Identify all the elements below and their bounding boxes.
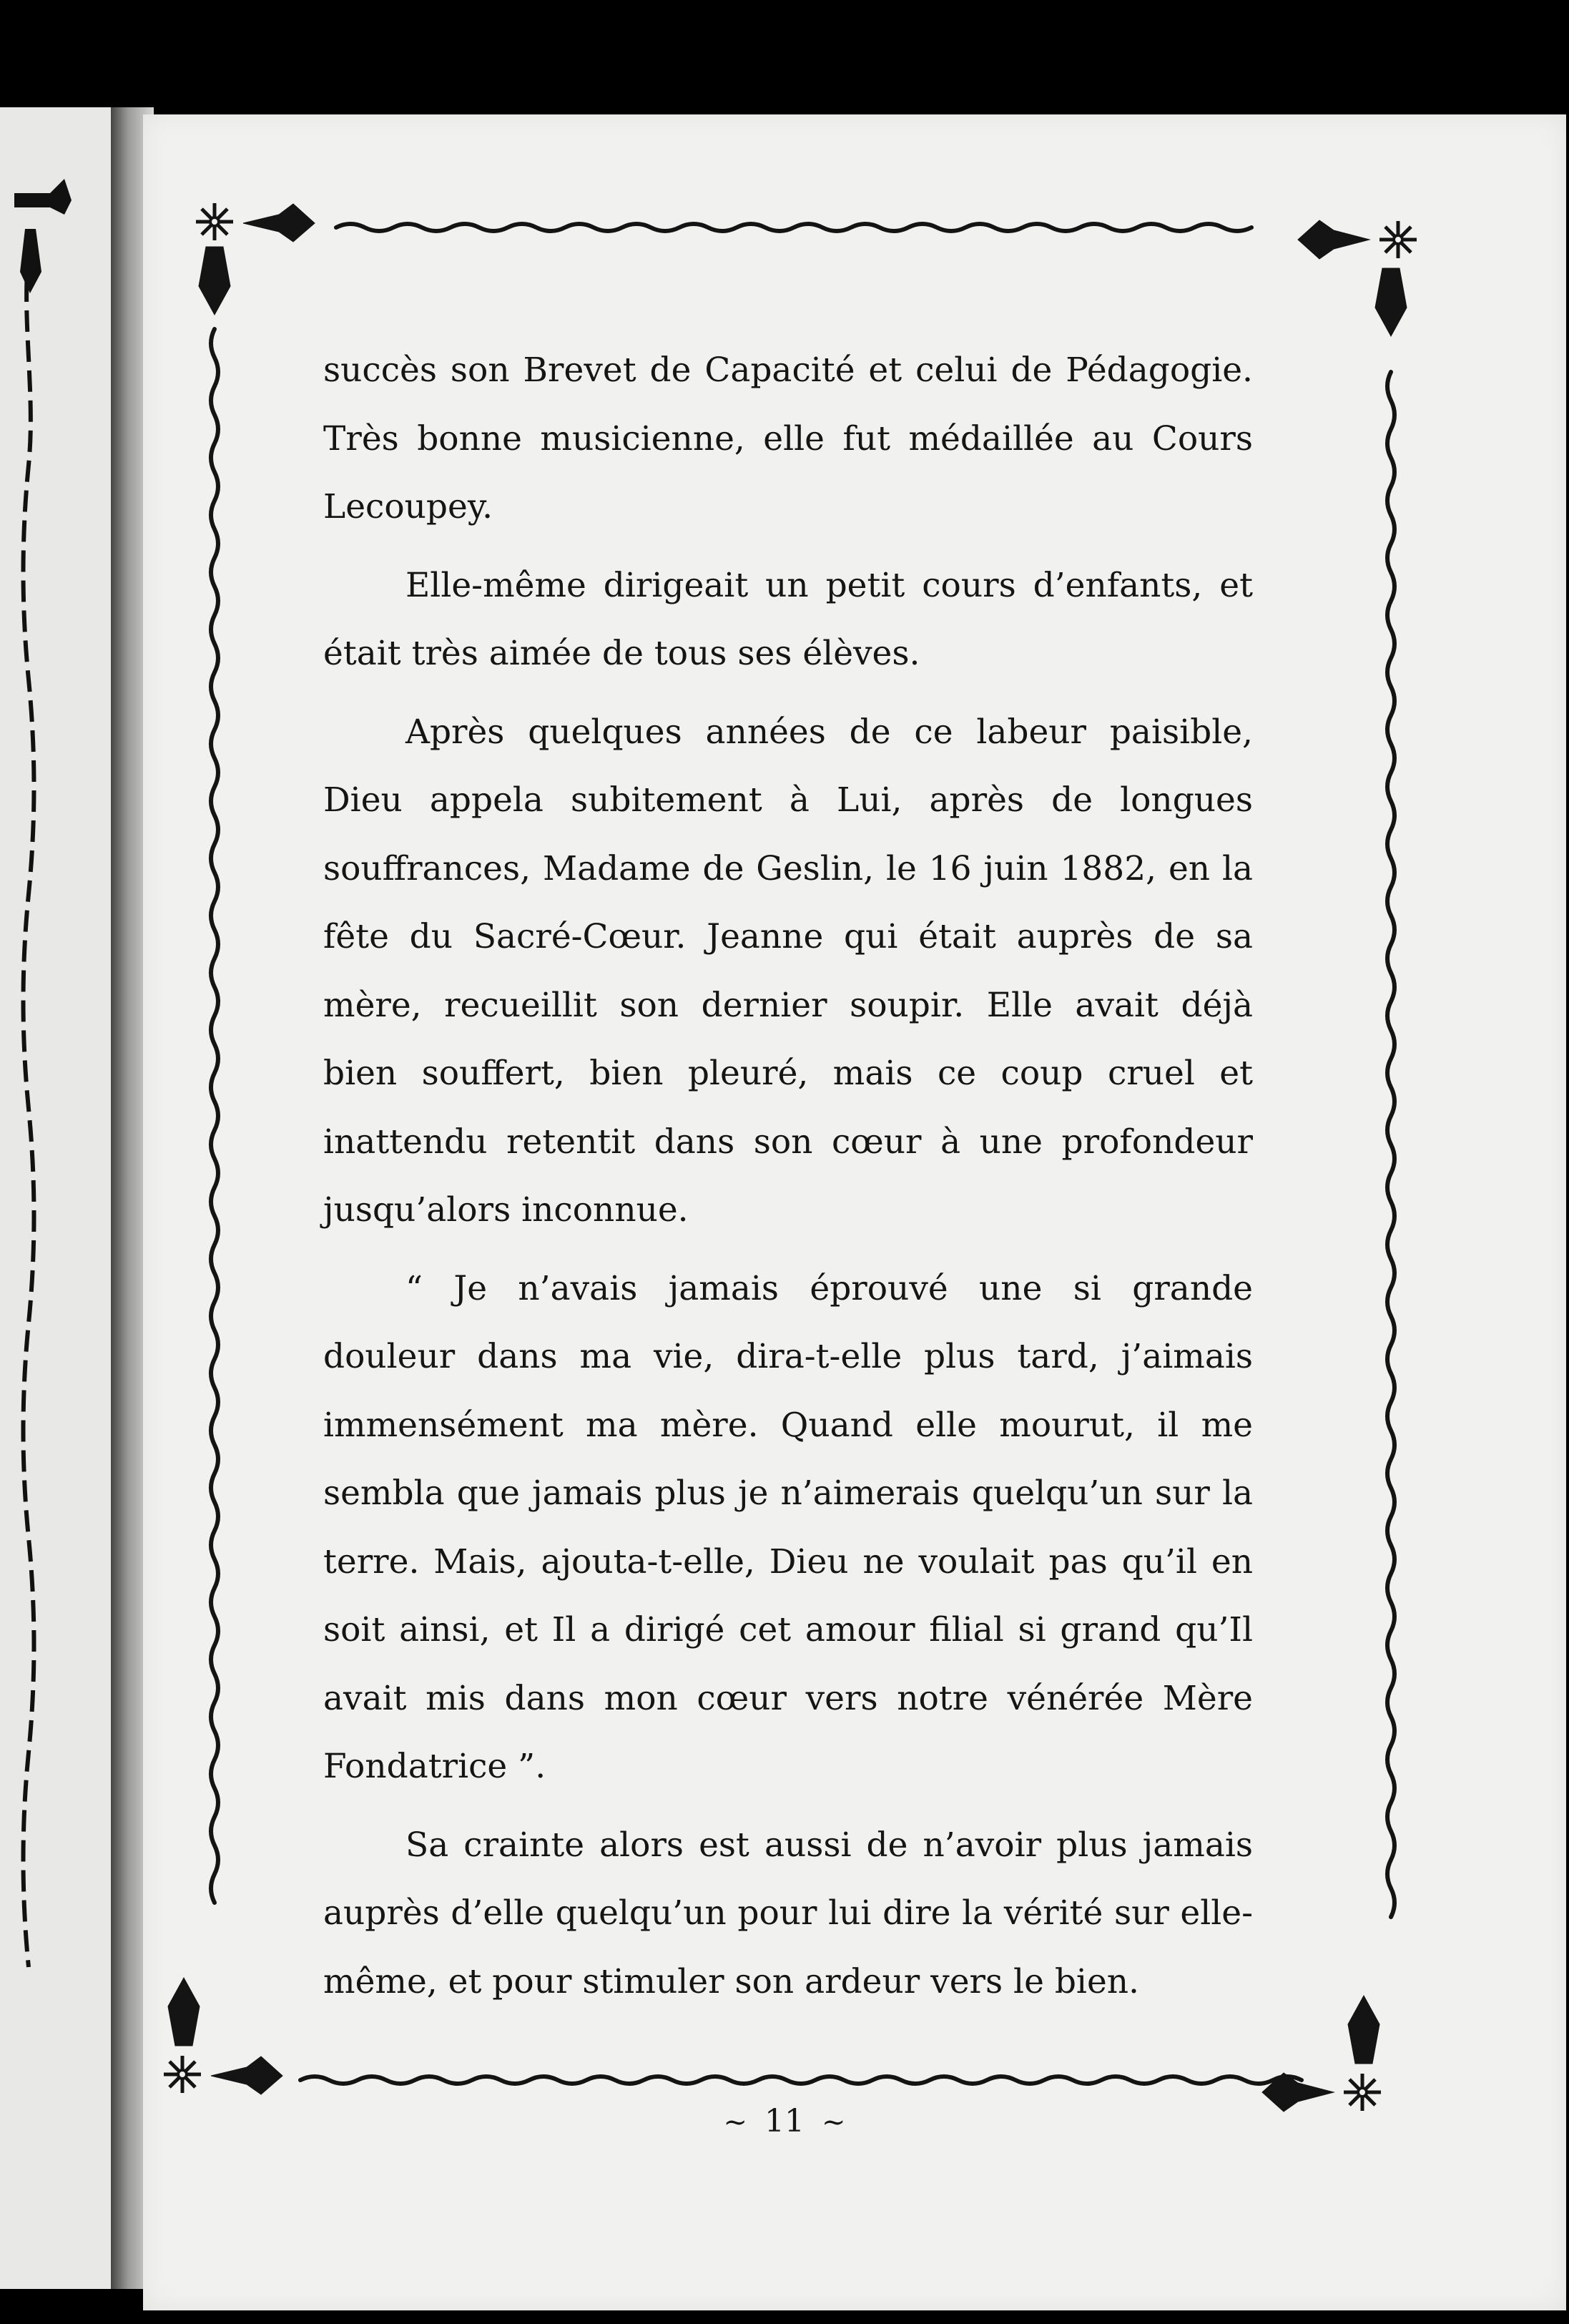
- page-number-ornament-left: ~: [723, 2106, 747, 2139]
- paragraph-5: Sa crainte alors est aussi de n’avoir plus jamais auprès d’elle quelqu’un pour lui dire la vérité sur elle-même, et pour stimuler son ardeur vers le bien.: [323, 1825, 1253, 2001]
- body-text: [323, 336, 1253, 2026]
- paragraph-2: Elle-même dirigeait un petit cours d’enfants, et était très aimée de tous ses élèves.: [323, 565, 1253, 673]
- paragraph-3: Après quelques années de ce labeur paisible, Dieu appela subitement à Lui, après de longues souffrances, Madame de Geslin, le 16 juin 1882, en la fête du Sacré-Cœur. Jeanne qui était auprès de sa mère, recueillit son dernier soupir. Elle avait déjà bien souffert, bien pleuré, mais ce coup cruel et inattendu retentit dans son cœur à une profondeur jusqu’alors inconnue.: [323, 712, 1253, 1230]
- page-number-ornament-right: ~: [822, 2106, 846, 2139]
- page-number-footer: [0, 2103, 1569, 2139]
- paragraph-1: succès son Brevet de Capacité et celui de Pédagogie. Très bonne musicienne, elle fut médaillée au Cours Lecoupey.: [323, 350, 1253, 526]
- paragraph-4: “ Je n’avais jamais éprouvé une si grande douleur dans ma vie, dira-t-elle plus tard, j’aimais immensément ma mère. Quand elle mourut, il me sembla que jamais plus je n’aimerais quelqu’un sur la terre. Mais, ajouta-t-elle, Dieu ne voulait pas qu’il en soit ainsi, et Il a dirigé cet amour filial si grand qu’Il avait mis dans mon cœur vers notre vénérée Mère Fondatrice ”.: [323, 1268, 1253, 1786]
- page-number: 11: [764, 2103, 805, 2139]
